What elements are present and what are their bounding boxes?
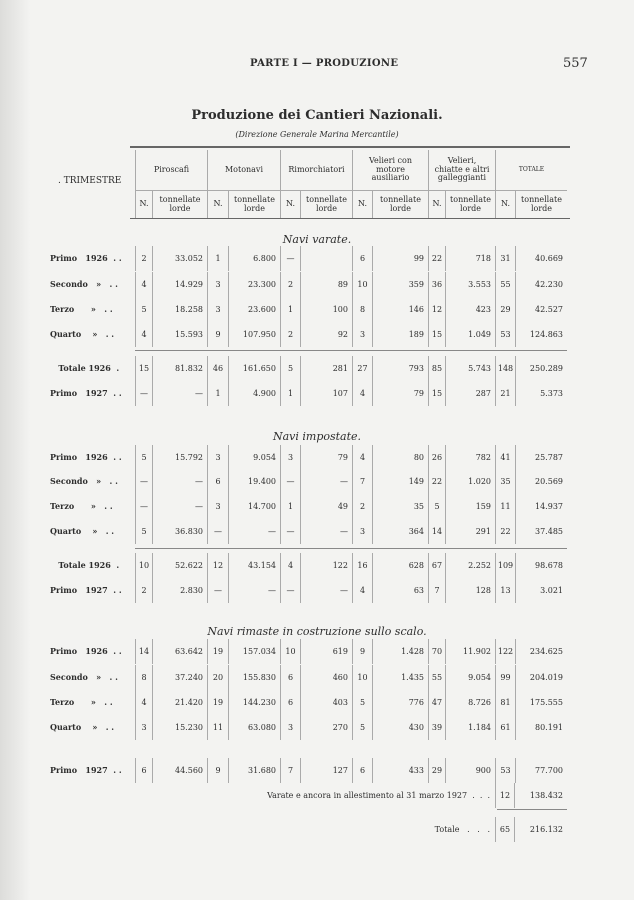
tonnage-cell: 2.252: [445, 553, 495, 578]
count-cell: 47: [428, 690, 445, 715]
tonnage-cell: 155.830: [228, 665, 280, 690]
count-cell: 5: [135, 445, 152, 470]
count-cell: 61: [495, 715, 515, 740]
count-cell: 1: [280, 381, 300, 406]
tonnage-cell: 157.034: [228, 639, 280, 664]
tonnage-cell: 79: [372, 381, 428, 406]
header-n: N.: [352, 190, 372, 218]
count-cell: 6: [280, 690, 300, 715]
table-top-rule: [130, 146, 570, 148]
tonnage-cell: 100: [300, 297, 352, 322]
tonnage-cell: 11.902: [445, 639, 495, 664]
footer-label: Varate e ancora in allestimento al 31 marzo 1927 . . .: [267, 791, 490, 800]
tonnage-cell: 144.230: [228, 690, 280, 715]
tonnage-cell: 21.420: [152, 690, 207, 715]
count-cell: 10: [280, 639, 300, 664]
tonnage-cell: 14.937: [515, 494, 567, 519]
count-cell: 12: [428, 297, 445, 322]
count-cell: 85: [428, 356, 445, 381]
tonnage-cell: 33.052: [152, 246, 207, 271]
tonnage-cell: 15.792: [152, 445, 207, 470]
count-cell: 10: [352, 665, 372, 690]
count-cell: 11: [207, 715, 228, 740]
tonnage-cell: 1.184: [445, 715, 495, 740]
tonnage-cell: 364: [372, 519, 428, 544]
tonnage-cell: 15.593: [152, 322, 207, 347]
count-cell: 1: [207, 381, 228, 406]
tonnage-cell: 161.650: [228, 356, 280, 381]
count-cell: 1: [280, 494, 300, 519]
section-title: Navi varate.: [282, 233, 352, 246]
count-cell: 9: [352, 639, 372, 664]
header-tonnellate: tonnellate lorde: [228, 190, 280, 218]
header-n: N.: [495, 190, 515, 218]
header-group-4: Velieri, chiatte e altri galleggianti: [428, 150, 495, 190]
tonnage-cell: 9.054: [228, 445, 280, 470]
tonnage-cell: 98.678: [515, 553, 567, 578]
header-group-2: Rimorchiatori: [280, 150, 352, 190]
tonnage-cell: 1.428: [372, 639, 428, 664]
tonnage-cell: 42.527: [515, 297, 567, 322]
header-tonnellate: tonnellate lorde: [515, 190, 567, 218]
tonnage-cell: 159: [445, 494, 495, 519]
count-cell: —: [280, 578, 300, 603]
tonnage-cell: 1.435: [372, 665, 428, 690]
count-cell: 36: [428, 272, 445, 297]
tonnage-cell: 63: [372, 578, 428, 603]
tonnage-cell: 460: [300, 665, 352, 690]
header-n: N.: [280, 190, 300, 218]
tonnage-cell: 146: [372, 297, 428, 322]
tonnage-cell: 31.680: [228, 758, 280, 783]
tonnage-cell: 25.787: [515, 445, 567, 470]
count-cell: 2: [352, 494, 372, 519]
page-title: Produzione dei Cantieri Nazionali.: [191, 108, 443, 123]
tonnage-cell: —: [300, 578, 352, 603]
tonnage-cell: 107: [300, 381, 352, 406]
tonnage-cell: 37.240: [152, 665, 207, 690]
count-cell: 9: [207, 322, 228, 347]
count-cell: 10: [352, 272, 372, 297]
count-cell: 7: [352, 469, 372, 494]
tonnage-cell: 23.300: [228, 272, 280, 297]
tonnage-cell: 92: [300, 322, 352, 347]
count-cell: 3: [207, 445, 228, 470]
count-cell: —: [280, 519, 300, 544]
tonnage-cell: 8.726: [445, 690, 495, 715]
footer-label: Totale . . .: [434, 825, 490, 834]
header-n: N.: [207, 190, 228, 218]
tonnage-cell: 3.021: [515, 578, 567, 603]
count-cell: 19: [207, 639, 228, 664]
tonnage-cell: 63.080: [228, 715, 280, 740]
count-cell: 5: [428, 494, 445, 519]
tonnage-cell: 14.700: [228, 494, 280, 519]
count-cell: 67: [428, 553, 445, 578]
tonnage-cell: —: [152, 494, 207, 519]
section-title: Navi rimaste in costruzione sullo scalo.: [207, 625, 427, 638]
tonnage-cell: 127: [300, 758, 352, 783]
tonnage-cell: 433: [372, 758, 428, 783]
count-cell: 10: [135, 553, 152, 578]
row-label: Primo 1926 . .: [50, 452, 122, 462]
row-label: Terzo » . .: [50, 304, 113, 314]
tonnage-cell: 4.900: [228, 381, 280, 406]
tonnage-cell: 128: [445, 578, 495, 603]
count-cell: 2: [280, 322, 300, 347]
count-cell: 22: [495, 519, 515, 544]
count-cell: 29: [428, 758, 445, 783]
count-cell: 7: [428, 578, 445, 603]
count-cell: 109: [495, 553, 515, 578]
tonnage-cell: 89: [300, 272, 352, 297]
tonnage-cell: 619: [300, 639, 352, 664]
count-cell: 6: [280, 665, 300, 690]
tonnage-cell: 99: [372, 246, 428, 271]
tonnage-cell: 5.743: [445, 356, 495, 381]
tonnage-cell: 42.230: [515, 272, 567, 297]
count-cell: —: [280, 246, 300, 271]
tonnage-cell: 9.054: [445, 665, 495, 690]
header-n: N.: [428, 190, 445, 218]
count-cell: 5: [352, 715, 372, 740]
count-cell: 5: [135, 297, 152, 322]
count-cell: 4: [135, 322, 152, 347]
count-cell: 16: [352, 553, 372, 578]
count-cell: 5: [135, 519, 152, 544]
row-label: Terzo » . .: [50, 501, 113, 511]
header-bottom-rule: [130, 218, 570, 219]
tonnage-cell: 250.289: [515, 356, 567, 381]
tonnage-cell: —: [228, 519, 280, 544]
tonnage-cell: 359: [372, 272, 428, 297]
count-cell: 5: [352, 690, 372, 715]
row-label: Primo 1927 . .: [50, 585, 122, 595]
count-cell: 2: [135, 578, 152, 603]
count-cell: 27: [352, 356, 372, 381]
tonnage-cell: [300, 246, 352, 271]
running-head: PARTE I — PRODUZIONE: [250, 58, 399, 69]
row-label: Totale 1926 .: [50, 363, 120, 373]
count-cell: 3: [207, 494, 228, 519]
tonnage-cell: 81.832: [152, 356, 207, 381]
tonnage-cell: 44.560: [152, 758, 207, 783]
tonnage-cell: —: [152, 381, 207, 406]
tonnage-cell: 403: [300, 690, 352, 715]
tonnage-cell: 18.258: [152, 297, 207, 322]
count-cell: —: [135, 494, 152, 519]
row-label: Primo 1926 . .: [50, 253, 122, 263]
row-label: Quarto » . .: [50, 526, 115, 536]
count-cell: 4: [135, 690, 152, 715]
header-group-0: Piroscafi: [135, 150, 207, 190]
count-cell: 148: [495, 356, 515, 381]
count-cell: —: [207, 519, 228, 544]
count-cell: 6: [135, 758, 152, 783]
count-cell: 20: [207, 665, 228, 690]
tonnage-cell: 36.830: [152, 519, 207, 544]
section-title: Navi impostate.: [272, 430, 362, 443]
count-cell: 53: [495, 758, 515, 783]
tonnage-cell: 79: [300, 445, 352, 470]
tonnage-cell: 52.622: [152, 553, 207, 578]
row-label: Primo 1926 . .: [50, 646, 122, 656]
tonnage-cell: 3.553: [445, 272, 495, 297]
count-cell: 14: [428, 519, 445, 544]
count-cell: 3: [207, 297, 228, 322]
tonnage-cell: 175.555: [515, 690, 567, 715]
count-cell: 9: [207, 758, 228, 783]
tonnage-cell: 189: [372, 322, 428, 347]
tonnage-cell: 270: [300, 715, 352, 740]
tonnage-cell: 234.625: [515, 639, 567, 664]
page-subtitle: (Direzione Generale Marina Mercantile): [235, 130, 399, 139]
count-cell: 2: [135, 246, 152, 271]
tonnage-cell: 1.049: [445, 322, 495, 347]
count-cell: 2: [280, 272, 300, 297]
row-label: Terzo » . .: [50, 697, 113, 707]
count-cell: —: [280, 469, 300, 494]
tonnage-cell: —: [228, 578, 280, 603]
count-cell: 55: [428, 665, 445, 690]
count-cell: 70: [428, 639, 445, 664]
row-label: Quarto » . .: [50, 722, 115, 732]
count-cell: 12: [207, 553, 228, 578]
count-cell: 15: [135, 356, 152, 381]
count-cell: 99: [495, 665, 515, 690]
tonnage-cell: 49: [300, 494, 352, 519]
count-cell: 8: [352, 297, 372, 322]
count-cell: 1: [280, 297, 300, 322]
count-cell: —: [207, 578, 228, 603]
count-cell: 13: [495, 578, 515, 603]
tonnage-cell: 281: [300, 356, 352, 381]
header-n: N.: [135, 190, 152, 218]
count-cell: —: [135, 469, 152, 494]
count-cell: 7: [280, 758, 300, 783]
row-label: Totale 1926 .: [50, 560, 120, 570]
page-number: 557: [563, 56, 588, 71]
tonnage-cell: 793: [372, 356, 428, 381]
tonnage-cell: 718: [445, 246, 495, 271]
header-trimestre: . TRIMESTRE: [58, 176, 122, 186]
tonnage-cell: 107.950: [228, 322, 280, 347]
tonnage-cell: —: [152, 469, 207, 494]
count-cell: 6: [352, 758, 372, 783]
count-cell: 3: [280, 445, 300, 470]
footer-count: 65: [495, 817, 515, 842]
count-cell: 22: [428, 246, 445, 271]
count-cell: 1: [207, 246, 228, 271]
tonnage-cell: 2.830: [152, 578, 207, 603]
count-cell: 3: [280, 715, 300, 740]
count-cell: 4: [352, 381, 372, 406]
row-label: Primo 1927 . .: [50, 388, 122, 398]
header-group-1: Motonavi: [207, 150, 280, 190]
count-cell: 122: [495, 639, 515, 664]
footer-separator: [497, 809, 567, 810]
tonnage-cell: 37.485: [515, 519, 567, 544]
row-label: Secondo » . .: [50, 672, 118, 682]
count-cell: 4: [352, 578, 372, 603]
total-separator: [135, 350, 567, 351]
count-cell: 15: [428, 322, 445, 347]
count-cell: 4: [280, 553, 300, 578]
tonnage-cell: 43.154: [228, 553, 280, 578]
count-cell: 6: [207, 469, 228, 494]
count-cell: 4: [352, 445, 372, 470]
count-cell: 3: [352, 322, 372, 347]
tonnage-cell: 77.700: [515, 758, 567, 783]
tonnage-cell: 287: [445, 381, 495, 406]
count-cell: 14: [135, 639, 152, 664]
tonnage-cell: —: [300, 519, 352, 544]
tonnage-cell: 776: [372, 690, 428, 715]
tonnage-cell: 291: [445, 519, 495, 544]
count-cell: 35: [495, 469, 515, 494]
count-cell: 4: [135, 272, 152, 297]
tonnage-cell: 6.800: [228, 246, 280, 271]
tonnage-cell: 423: [445, 297, 495, 322]
count-cell: 21: [495, 381, 515, 406]
count-cell: 15: [428, 381, 445, 406]
tonnage-cell: 900: [445, 758, 495, 783]
header-tonnellate: tonnellate lorde: [372, 190, 428, 218]
count-cell: 3: [207, 272, 228, 297]
tonnage-cell: 149: [372, 469, 428, 494]
tonnage-cell: 20.569: [515, 469, 567, 494]
header-tonnellate: tonnellate lorde: [300, 190, 352, 218]
header-group-5: TOTALE: [495, 150, 567, 190]
total-separator: [135, 548, 567, 549]
tonnage-cell: 35: [372, 494, 428, 519]
count-cell: 55: [495, 272, 515, 297]
footer-count: 12: [495, 783, 515, 808]
count-cell: 5: [280, 356, 300, 381]
tonnage-cell: 15.230: [152, 715, 207, 740]
count-cell: 22: [428, 469, 445, 494]
tonnage-cell: 782: [445, 445, 495, 470]
count-cell: 19: [207, 690, 228, 715]
footer-tonnage: 138.432: [529, 791, 563, 800]
tonnage-cell: 80.191: [515, 715, 567, 740]
tonnage-cell: 40.669: [515, 246, 567, 271]
header-group-3: Velieri con motore ausiliario: [352, 150, 428, 190]
count-cell: 3: [352, 519, 372, 544]
tonnage-cell: 204.019: [515, 665, 567, 690]
tonnage-cell: 23.600: [228, 297, 280, 322]
tonnage-cell: 124.863: [515, 322, 567, 347]
tonnage-cell: 19.400: [228, 469, 280, 494]
tonnage-cell: 63.642: [152, 639, 207, 664]
header-tonnellate: tonnellate lorde: [152, 190, 207, 218]
row-label: Primo 1927 . .: [50, 765, 122, 775]
row-label: Secondo » . .: [50, 279, 118, 289]
tonnage-cell: —: [300, 469, 352, 494]
row-label: Secondo » . .: [50, 476, 118, 486]
count-cell: 41: [495, 445, 515, 470]
tonnage-cell: 1.020: [445, 469, 495, 494]
count-cell: 46: [207, 356, 228, 381]
count-cell: 8: [135, 665, 152, 690]
tonnage-cell: 628: [372, 553, 428, 578]
count-cell: 3: [135, 715, 152, 740]
count-cell: 26: [428, 445, 445, 470]
count-cell: 29: [495, 297, 515, 322]
count-cell: 53: [495, 322, 515, 347]
header-tonnellate: tonnellate lorde: [445, 190, 495, 218]
footer-tonnage: 216.132: [529, 825, 563, 834]
count-cell: 81: [495, 690, 515, 715]
tonnage-cell: 80: [372, 445, 428, 470]
tonnage-cell: 122: [300, 553, 352, 578]
count-cell: —: [135, 381, 152, 406]
row-label: Quarto » . .: [50, 329, 115, 339]
tonnage-cell: 5.373: [515, 381, 567, 406]
count-cell: 11: [495, 494, 515, 519]
tonnage-cell: 430: [372, 715, 428, 740]
tonnage-cell: 14.929: [152, 272, 207, 297]
count-cell: 39: [428, 715, 445, 740]
count-cell: 6: [352, 246, 372, 271]
count-cell: 31: [495, 246, 515, 271]
